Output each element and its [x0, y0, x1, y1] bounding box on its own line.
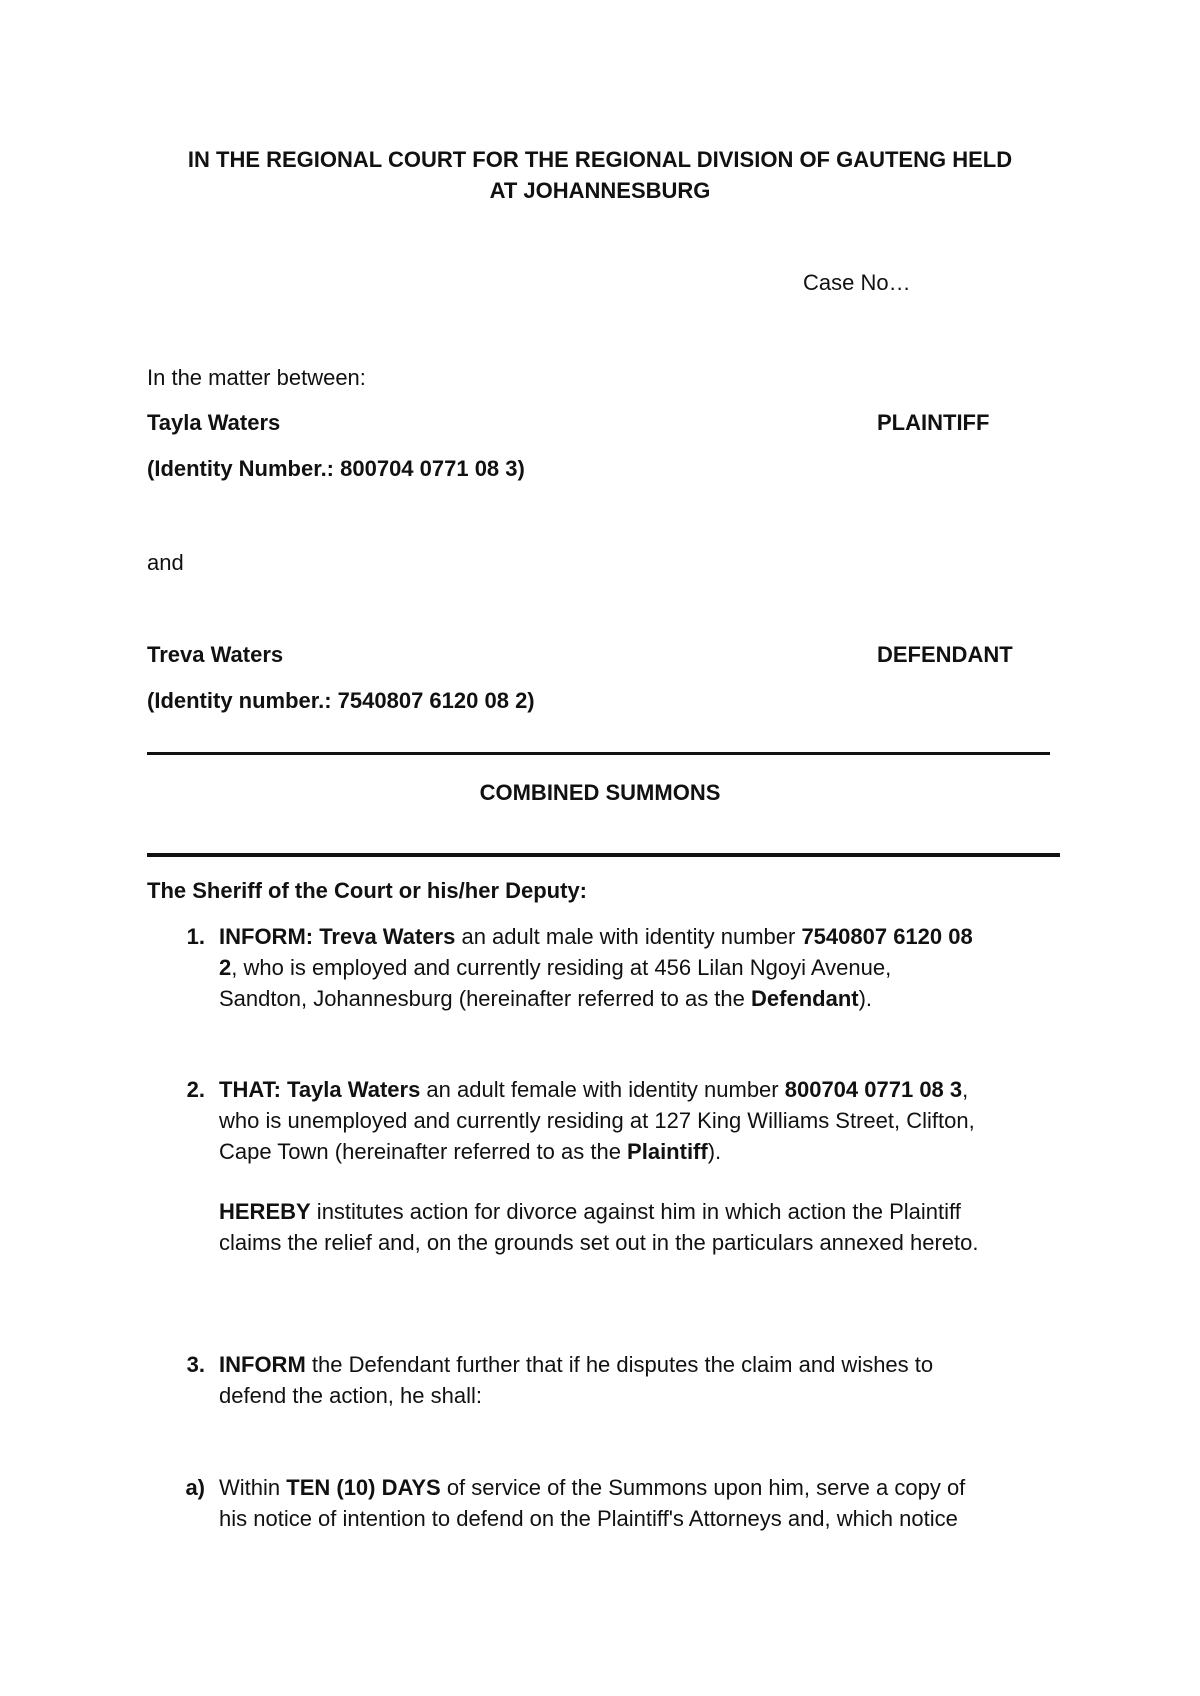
- plaintiff-identity-number: (Identity Number.: 800704 0771 08 3): [147, 456, 525, 481]
- defendant-id-inline: 7540807 6120 08: [801, 924, 973, 949]
- court-heading-line-2: AT JOHANNESBURG: [489, 178, 711, 203]
- item-2-line-2: who is unemployed and currently residing at 127 King Williams Street, Clifton,: [219, 1108, 975, 1133]
- item-3-paragraph: [219, 1349, 1079, 1411]
- item-a-line-1: [219, 1472, 1079, 1503]
- text-run: an adult male with identity number: [455, 924, 802, 949]
- divider-line-bottom: [147, 853, 1060, 857]
- inform-label: INFORM: [219, 1352, 306, 1377]
- item-2-line-3: [219, 1136, 1079, 1167]
- item-1-line-2: [219, 952, 1079, 983]
- text-run: an adult female with identity number: [420, 1077, 785, 1102]
- divider-line-top: [147, 752, 1050, 755]
- item-1-line-1: [219, 921, 1079, 952]
- text-run: , who is employed and currently residing at 456 Lilan Ngoyi Avenue,: [231, 955, 892, 980]
- plaintiff-role: PLAINTIFF: [877, 410, 990, 435]
- item-3-line-1: [219, 1349, 1079, 1380]
- text-run: of service of the Summons upon him, serve a copy of: [440, 1475, 966, 1500]
- defendant-name: Treva Waters: [147, 642, 284, 667]
- item-1-line-3: [219, 983, 1079, 1014]
- item-letter-a: a): [185, 1475, 205, 1500]
- ten-days-term: TEN (10) DAYS: [286, 1475, 441, 1500]
- item-a-line-2: his notice of intention to defend on the Plaintiff's Attorneys and, which notice: [219, 1506, 958, 1531]
- matter-between-label: In the matter between:: [147, 365, 366, 390]
- defendant-term: Defendant: [751, 986, 859, 1011]
- text-run: institutes action for divorce against him in which action the Plaintiff: [310, 1199, 961, 1224]
- case-number: Case No…: [803, 270, 911, 295]
- defendant-role: DEFENDANT: [877, 642, 1013, 667]
- plaintiff-id-inline: 800704 0771 08 3: [784, 1077, 963, 1102]
- text-run: ,: [962, 1077, 969, 1102]
- hereby-label: HEREBY: [219, 1199, 311, 1224]
- that-label: THAT: Tayla Waters: [219, 1077, 421, 1102]
- sheriff-heading: The Sheriff of the Court or his/her Deputy:: [147, 878, 588, 903]
- text-run: Sandton, Johannesburg (hereinafter referred to as the: [219, 986, 752, 1011]
- plaintiff-name: Tayla Waters: [147, 410, 281, 435]
- text-run: ).: [707, 1139, 722, 1164]
- and-separator: and: [147, 550, 184, 575]
- plaintiff-term: Plaintiff: [627, 1139, 708, 1164]
- item-number-2: 2.: [186, 1077, 205, 1102]
- defendant-identity-number: (Identity number.: 7540807 6120 08 2): [147, 688, 535, 713]
- document-title: COMBINED SUMMONS: [479, 780, 721, 805]
- item-a-paragraph: [219, 1472, 1079, 1534]
- item-number-3: 3.: [186, 1352, 205, 1377]
- inform-label: INFORM: Treva Waters: [219, 924, 456, 949]
- court-heading-line-1: IN THE REGIONAL COURT FOR THE REGIONAL DIVISION OF GAUTENG HELD: [187, 147, 1013, 172]
- text-run: the Defendant further that if he disputes the claim and wishes to: [305, 1352, 934, 1377]
- hereby-paragraph: [219, 1196, 1079, 1258]
- item-2-paragraph: [219, 1074, 1079, 1167]
- item-number-1: 1.: [186, 924, 205, 949]
- court-heading: [140, 144, 1060, 206]
- text-run: Cape Town (hereinafter referred to as the: [219, 1139, 628, 1164]
- defendant-id-inline-end: 2: [219, 955, 232, 980]
- text-run: Within: [219, 1475, 287, 1500]
- item-3-line-2: defend the action, he shall:: [219, 1383, 482, 1408]
- item-2-line-1: [219, 1074, 1079, 1105]
- hereby-line-2: claims the relief and, on the grounds set out in the particulars annexed hereto.: [219, 1230, 979, 1255]
- hereby-line-1: [219, 1196, 1079, 1227]
- text-run: ).: [858, 986, 873, 1011]
- item-1-paragraph: [219, 921, 1079, 1014]
